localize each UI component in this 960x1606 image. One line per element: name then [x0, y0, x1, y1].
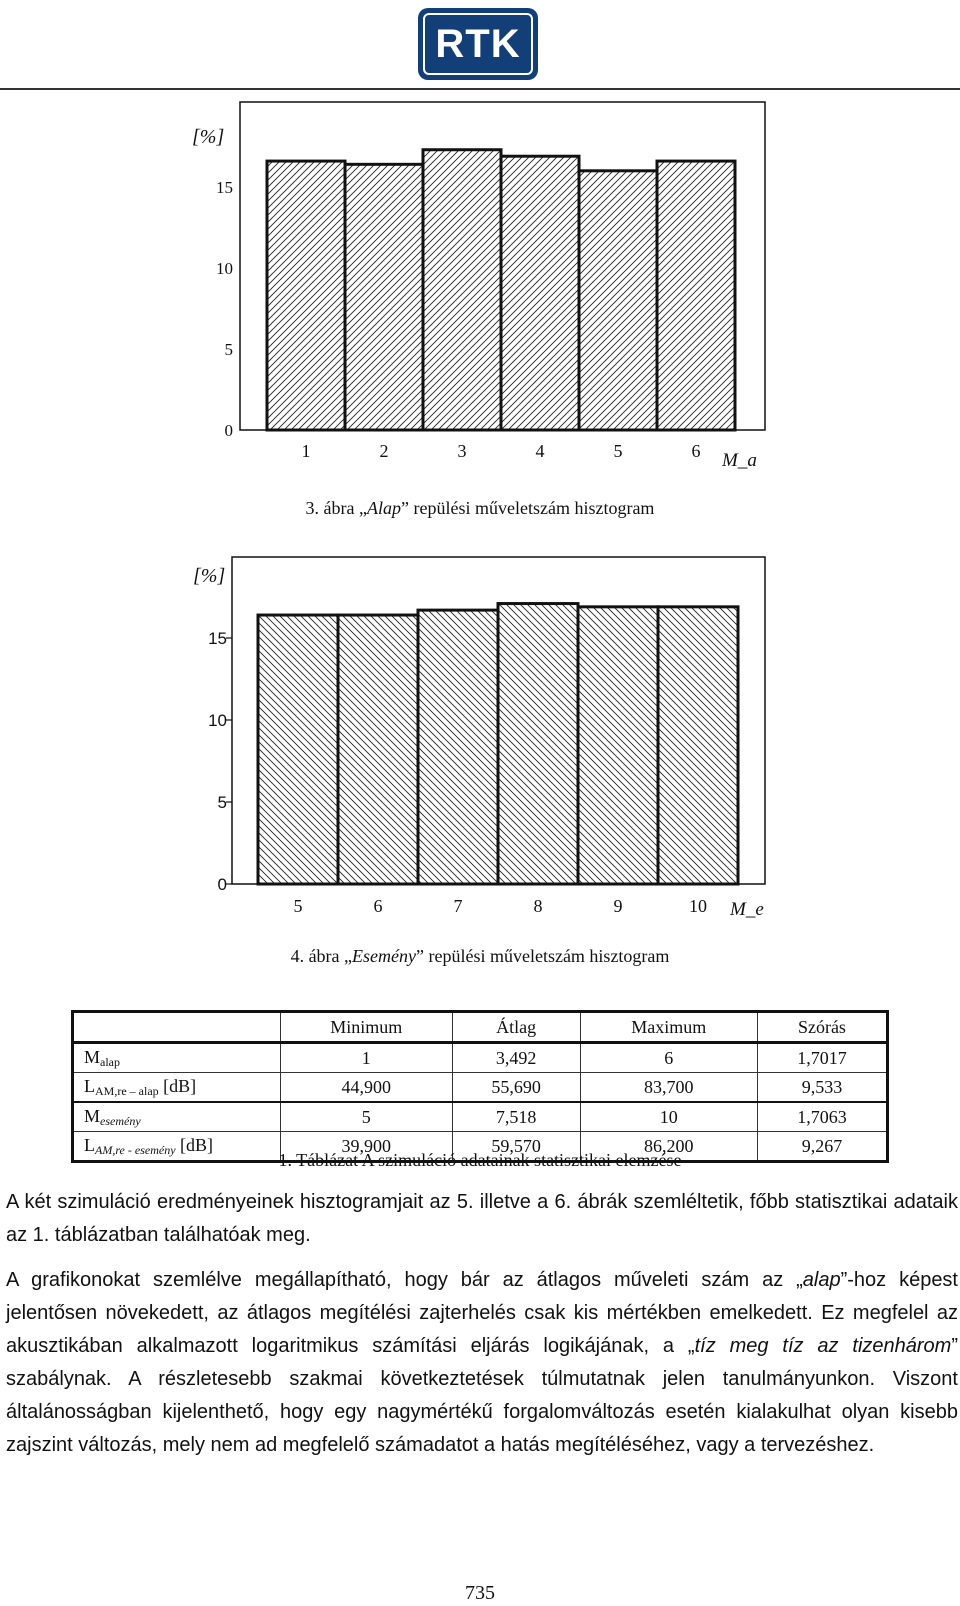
- x-tick-label: 7: [453, 896, 463, 916]
- table-cell: 1: [281, 1043, 453, 1073]
- row-label-sub: AM,re – alap: [95, 1083, 159, 1098]
- histogram-bar: [578, 607, 658, 884]
- histogram-bar: [418, 610, 498, 884]
- y-tick-label: 5: [217, 793, 227, 812]
- histogram-bar: [498, 604, 578, 884]
- x-tick-label: 2: [379, 441, 389, 461]
- table-cell: 5: [281, 1102, 453, 1132]
- table-row: [73, 1102, 888, 1132]
- caption-part: 4. ábra „: [290, 946, 353, 966]
- statistics-table: [71, 1010, 889, 1163]
- x-tick-label: 8: [533, 896, 543, 916]
- paragraph-text: A grafikonokat szemlélve megállapítható, hogy bár az átlagos műveleti szám az „: [6, 1269, 803, 1291]
- row-label-sub: alap: [100, 1054, 121, 1069]
- row-label-main: M: [84, 1046, 101, 1067]
- y-tick-label: 0: [217, 875, 227, 894]
- rtk-logo-text: RTK: [423, 13, 533, 75]
- x-tick-label: 6: [691, 441, 701, 461]
- histogram-bar: [258, 615, 338, 884]
- table-cell: 39,900: [281, 1132, 453, 1162]
- paragraph-2: [6, 1264, 958, 1462]
- y-axis-label: [%]: [193, 565, 226, 587]
- row-label-main: M: [84, 1105, 101, 1126]
- row-label-unit: [dB]: [175, 1134, 214, 1155]
- x-tick-label: 9: [613, 896, 623, 916]
- y-tick-label: 0: [224, 421, 233, 440]
- row-label: [73, 1043, 281, 1073]
- table-corner-cell: [73, 1012, 281, 1043]
- x-tick-label: 5: [613, 441, 623, 461]
- caption-emphasis: Esemény: [352, 946, 416, 966]
- y-tick-label: 15: [216, 178, 233, 197]
- table-cell: 55,690: [452, 1073, 580, 1103]
- table-header-cell: Minimum: [281, 1012, 453, 1043]
- row-label-unit: [dB]: [158, 1075, 197, 1096]
- x-tick-label: 4: [535, 441, 545, 461]
- paragraph-text: ” szabálynak. A részletesebb szakmai következtetések túlmutatnak jelen tanulmányunkon. Viszont általánosságban kijelenthető, hogy egy nagymértékű forgalomváltozás esetén kialakulhat olyan kisebb zajszint változás, mely nem ad megfelelő számadatot a hatás megítéléséhez, vagy a tervezéshez.: [6, 1335, 959, 1456]
- table-cell: 59,570: [452, 1132, 580, 1162]
- table-header-row: [73, 1012, 888, 1043]
- table-row: [73, 1073, 888, 1103]
- histogram-bar: [338, 615, 418, 884]
- table-cell: 44,900: [281, 1073, 453, 1103]
- table-cell: 9,267: [757, 1132, 887, 1162]
- y-tick-label: 15: [208, 629, 227, 648]
- x-tick-label: 6: [373, 896, 383, 916]
- table-cell: 1,7017: [757, 1043, 887, 1073]
- paragraph-emphasis: tíz meg tíz az tizenhárom: [694, 1335, 952, 1357]
- row-label-main: L: [84, 1134, 95, 1155]
- row-label-sub: esemény: [100, 1113, 141, 1128]
- x-axis-label: M_a: [722, 450, 757, 471]
- row-label-main: L: [84, 1075, 95, 1096]
- row-label: [73, 1102, 281, 1132]
- y-tick-label: 10: [216, 259, 233, 278]
- y-tick-label: 5: [224, 340, 233, 359]
- table-cell: 7,518: [452, 1102, 580, 1132]
- paragraph-emphasis: alap: [802, 1269, 841, 1291]
- table-cell: 10: [580, 1102, 757, 1132]
- table-cell: 86,200: [580, 1132, 757, 1162]
- table-row: [73, 1043, 888, 1073]
- table-header-cell: Átlag: [452, 1012, 580, 1043]
- table-cell: 9,533: [757, 1073, 887, 1103]
- table-cell: 6: [580, 1043, 757, 1073]
- caption-part: ” repülési műveletszám hisztogram: [416, 946, 670, 966]
- row-label-sub: AM,re - esemény: [95, 1142, 176, 1157]
- paragraph-1: A két szimuláció eredményeinek hisztogramjait az 5. illetve a 6. ábrák szemléltetik, főbb statisztikai adataik az 1. táblázatban találhatóak meg.: [6, 1191, 958, 1246]
- histogram-bar: [658, 607, 738, 884]
- table-cell: 83,700: [580, 1073, 757, 1103]
- x-tick-label: 3: [457, 441, 467, 461]
- table-header-cell: Maximum: [580, 1012, 757, 1043]
- figure-4-caption: [0, 946, 960, 967]
- x-tick-label: 5: [293, 896, 303, 916]
- caption-part: ” repülési műveletszám hisztogram: [401, 498, 655, 518]
- table-cell: 3,492: [452, 1043, 580, 1073]
- paragraph-text: ”-hoz képest jelentősen növekedett, az átlagos megítélési zajterhelés csak kis mértékben emelkedett. Ez megfelel az akusztikában alkalmazott logaritmikus számítási eljárás logikájának, a „: [6, 1269, 958, 1357]
- x-tick-label: 10: [689, 896, 707, 916]
- row-label: [73, 1073, 281, 1103]
- caption-emphasis: Alap: [367, 498, 402, 518]
- table-cell: 1,7063: [757, 1102, 887, 1132]
- y-axis-label: [%]: [192, 126, 225, 148]
- table-header-cell: Szórás: [757, 1012, 887, 1043]
- x-axis-label: M_e: [730, 899, 764, 920]
- caption-part: 3. ábra „: [305, 498, 368, 518]
- y-tick-label: 10: [208, 711, 227, 730]
- table-1-caption: 1. Táblázat A szimuláció adatainak statisztikai elemzése: [278, 1150, 682, 1170]
- x-tick-label: 1: [301, 441, 311, 461]
- page-number: 735: [465, 1582, 495, 1604]
